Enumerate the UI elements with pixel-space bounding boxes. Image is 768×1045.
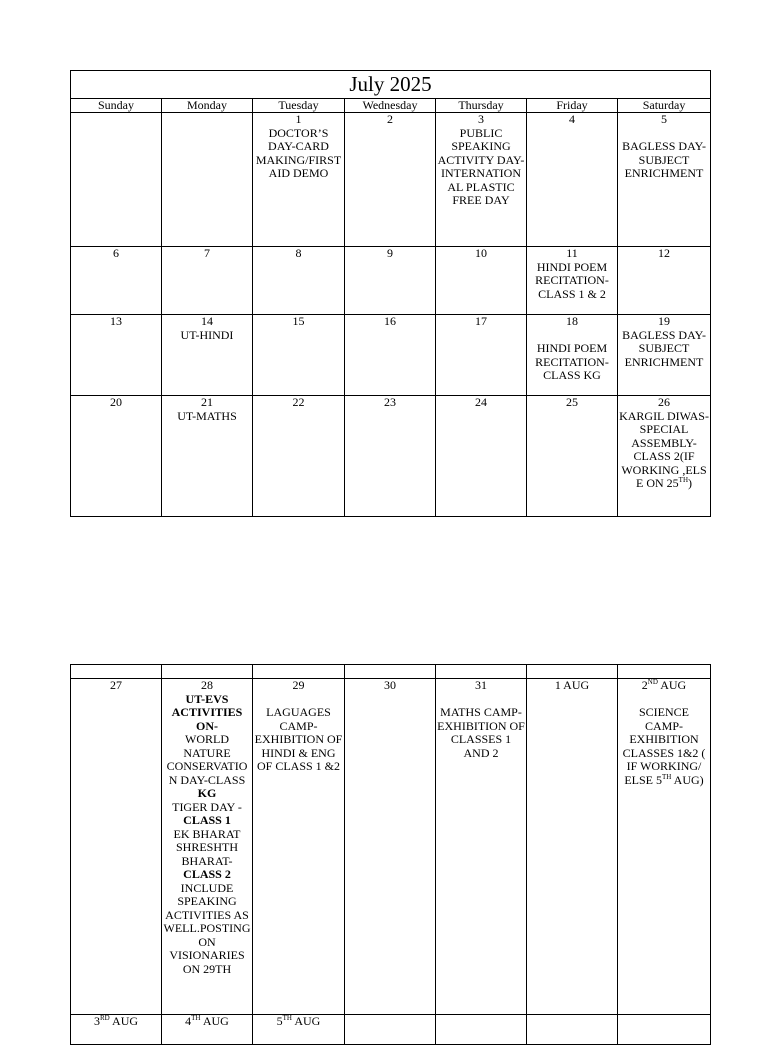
date-number: 4 [569, 112, 575, 126]
continuation-calendar-table [70, 664, 711, 1045]
day-header-tuesday: Tuesday [253, 99, 345, 113]
day-cell [71, 396, 162, 517]
date-number: 5TH AUG [276, 1014, 321, 1028]
event-heading: UT-EVS [185, 691, 229, 706]
day-header-sunday: Sunday [71, 99, 162, 113]
day-header-wednesday: Wednesday [345, 99, 436, 113]
day-cell [71, 1015, 162, 1045]
date-number: 3 [478, 112, 484, 126]
day-header-saturday: Saturday [618, 99, 711, 113]
ordinal-suffix: TH [678, 476, 689, 484]
date-number: 1 AUG [554, 678, 590, 692]
day-cell [436, 396, 527, 517]
day-cell [71, 679, 162, 1015]
event-text: KARGIL DIWAS-SPECIAL ASSEMBLY-CLASS 2(IF WORKING ,ELS E ON 25TH) [619, 408, 709, 490]
date-number: 4TH AUG [185, 1014, 229, 1028]
date-number: 8 [295, 246, 302, 260]
date-number: 23 [384, 395, 396, 409]
day-cell [253, 315, 345, 396]
date-number: 16 [384, 314, 396, 328]
day-cell [618, 113, 711, 247]
date-number: 25 [566, 395, 578, 409]
day-cell [162, 315, 253, 396]
blank-header-row [71, 665, 711, 679]
day-cell [436, 1015, 527, 1045]
day-cell [618, 315, 711, 396]
calendar-title: July 2025 [71, 71, 711, 99]
day-cell [618, 396, 711, 517]
event-heading: ACTIVITIES ON- [171, 705, 243, 733]
event-text: HINDI POEM RECITATION-CLASS 1 & 2 [535, 259, 609, 301]
day-cell [527, 247, 618, 315]
date-number: 13 [110, 314, 122, 328]
day-cell [345, 247, 436, 315]
day-cell [527, 113, 618, 247]
event-text: WORLD NATURE CONSERVATIO N DAY-CLASS KG [166, 732, 248, 800]
day-cell [436, 679, 527, 1015]
ordinal-suffix: ND [647, 678, 658, 686]
day-cell [345, 315, 436, 396]
day-cell [436, 247, 527, 315]
day-header-friday: Friday [527, 99, 618, 113]
event-class-label: CLASS 1 [183, 813, 231, 827]
day-cell [253, 396, 345, 517]
day-cell [527, 1015, 618, 1045]
date-number: 31 [475, 678, 487, 692]
date-number: 18 [566, 314, 578, 328]
day-cell [162, 113, 253, 247]
day-cell [71, 315, 162, 396]
day-cell [71, 113, 162, 247]
day-cell [527, 396, 618, 517]
day-cell [436, 315, 527, 396]
event-text: PUBLIC SPEAKING ACTIVITY DAY-INTERNATION AL PLASTIC FREE DAY [437, 125, 525, 207]
day-cell [162, 396, 253, 517]
day-header-monday: Monday [162, 99, 253, 113]
day-cell [527, 679, 618, 1015]
event-text: MATHS CAMP-EXHIBITION OF CLASSES 1 AND 2 [437, 705, 525, 760]
day-cell [162, 1015, 253, 1045]
event-text: SCIENCE CAMP-EXHIBITION CLASSES 1&2 ( IF WORKING/ ELSE 5TH AUG) [622, 705, 706, 787]
day-cell [253, 113, 345, 247]
event-class-label: CLASS 2 [183, 867, 231, 881]
day-cell [345, 396, 436, 517]
event-text: HINDI POEM RECITATION-CLASS KG [535, 341, 609, 382]
day-cell [618, 247, 711, 315]
date-number: 3RD AUG [93, 1014, 139, 1028]
date-number: 22 [292, 395, 305, 409]
week-row [71, 315, 711, 396]
date-number: 27 [110, 678, 122, 692]
date-number: 20 [110, 395, 122, 409]
week-row [71, 247, 711, 315]
event-text: LAGUAGES CAMP-EXHIBITION OF HINDI & ENG OF CLASS 1 &2 [254, 705, 343, 773]
date-number: 26 [658, 395, 671, 409]
event-text: INCLUDE SPEAKING ACTIVITIES AS WELL.POSTING ON VISIONARIES ON 29TH [163, 880, 251, 976]
day-cell [253, 1015, 345, 1045]
date-number: 5 [661, 112, 668, 126]
date-number: 12 [658, 246, 671, 260]
date-number: 14 [201, 314, 213, 328]
date-number: 15 [292, 314, 305, 328]
ordinal-suffix: TH [661, 772, 672, 781]
date-number: 21 [201, 395, 213, 409]
day-cell [253, 679, 345, 1015]
week-row [71, 113, 711, 247]
date-number: 28 [201, 678, 213, 692]
week-row [71, 679, 711, 1015]
date-number: 19 [658, 314, 671, 328]
date-number: 9 [387, 246, 393, 260]
day-cell [162, 679, 253, 1015]
day-cell [436, 113, 527, 247]
date-number: 30 [384, 678, 396, 692]
week-row [71, 396, 711, 517]
day-cell [345, 679, 436, 1015]
day-cell [527, 315, 618, 396]
date-number: 2 [387, 112, 393, 126]
day-cell [345, 113, 436, 247]
date-number: 2ND AUG [641, 678, 687, 692]
day-cell [618, 1015, 711, 1045]
date-number: 11 [566, 246, 578, 260]
event-text: BAGLESS DAY-SUBJECT ENRICHMENT [622, 139, 706, 180]
event-text: TIGER DAY - [172, 799, 242, 814]
week-row [71, 1015, 711, 1045]
event-text: UT-MATHS [177, 408, 237, 423]
day-cell [71, 247, 162, 315]
event-text: UT-HINDI [180, 327, 234, 342]
date-number: 10 [475, 246, 487, 260]
day-cell [345, 1015, 436, 1045]
july-calendar-table [70, 70, 711, 517]
date-number: 29 [292, 678, 305, 692]
day-header-thursday: Thursday [436, 99, 527, 113]
date-number: 1 [295, 112, 302, 126]
event-text: DOCTOR’S DAY-CARD MAKING/FIRST AID DEMO [255, 125, 342, 180]
day-cell [253, 247, 345, 315]
event-text: BAGLESS DAY-SUBJECT ENRICHMENT [622, 327, 706, 369]
date-number: 6 [113, 246, 119, 260]
date-number: 24 [475, 395, 487, 409]
day-cell [618, 679, 711, 1015]
date-number: 17 [475, 314, 487, 328]
date-number: 7 [204, 246, 210, 260]
event-text: EK BHARAT SHRESHTH BHARAT- [173, 826, 241, 868]
day-cell [162, 247, 253, 315]
